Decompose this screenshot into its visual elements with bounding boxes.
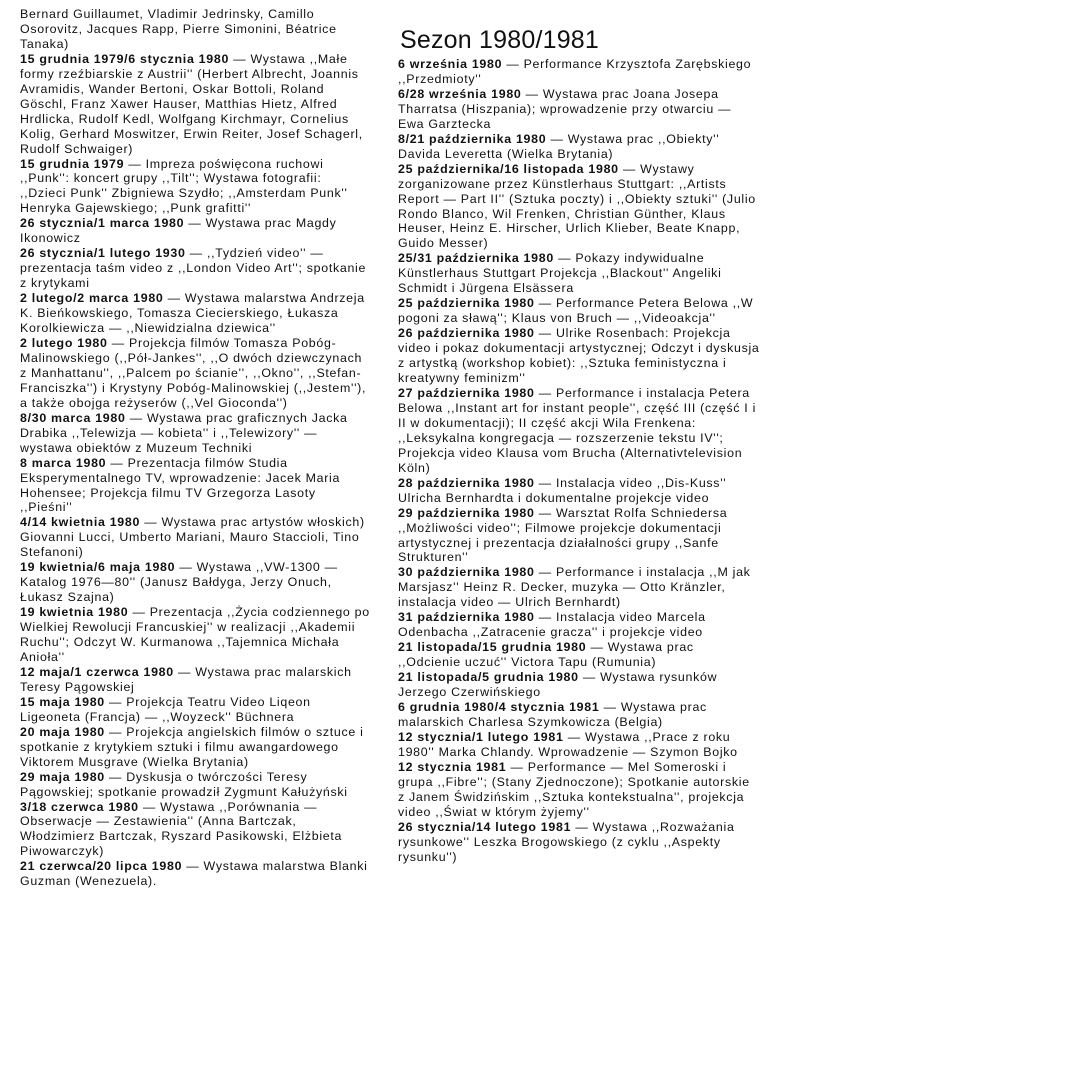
entry-date: 8 marca 1980 bbox=[20, 455, 107, 470]
calendar-entry: 26 stycznia/14 lutego 1981 — Wystawa ,,Rozważania rysunkowe'' Leszka Brogowskiego (z cyklu ,,Aspekty rysunku'') bbox=[398, 819, 735, 864]
entry-date: 15 grudnia 1979 bbox=[20, 156, 125, 171]
calendar-entry: 4/14 kwietnia 1980 — Wystawa prac artystów włoskich) Giovanni Lucci, Umberto Mariani, Mauro Staccioli, Tino Stefanoni) bbox=[20, 515, 365, 560]
calendar-entry: 29 października 1980 — Warsztat Rolfa Schniedersa ,,Możliwości video''; Filmowe projekcje dokumentacji artystycznej i prezentacja działalności grupy ,,Sanfe Strukturen'' bbox=[398, 505, 728, 565]
right-column bbox=[398, 57, 760, 864]
calendar-entry: 30 października 1980 — Performance i instalacja ,,M jak Marsjasz'' Heinz R. Decker, muzyka — Otto Kränzler, instalacja video — Ulrich Bernhardt) bbox=[398, 565, 751, 610]
entry-date: 15 grudnia 1979/6 stycznia 1980 bbox=[20, 51, 230, 66]
calendar-entry: 8 marca 1980 — Prezentacja filmów Studia Eksperymentalnego TV, wprowadzenie: Jacek Maria Hohensee; Projekcja filmu TV Grzegorza Lasoty ,,Pieśni'' bbox=[20, 455, 341, 515]
entry-date: 6/28 września 1980 bbox=[398, 86, 522, 101]
entry-text: Dyskusja o twórczości Teresy Pągowskiej; spotkanie prowadził Zygmunt Kałużyński bbox=[20, 769, 348, 799]
entry-text: Impreza poświęcona ruchowi ,,Punk'': koncert grupy ,,Tilt''; Wystawa fotografii: ,,Dzieci Punk'' Zbigniewa Szydło; ,,Amsterdam Punk'' Henryka Gajewskiego; ,,Punk grafitti'' bbox=[20, 156, 348, 216]
calendar-entry: 15 grudnia 1979/6 stycznia 1980 — Wystawa ,,Małe formy rzeźbiarskie z Austrii'' (Herbert Albrecht, Joannis Avramidis, Wander Bertoni, Oskar Bottoli, Roland Göschl, Franz Xawer Hauser, Matthias Hietz, Alfred Hrdlicka, Rudolf Kedl, Wolfgang Kirchmayr, Cornelius Kolig, Gerhard Moswitzer, Erwin Reiter, Josef Schagerl, Rudolf Schwaiger) bbox=[20, 51, 363, 156]
entry-date: 27 października 1980 bbox=[398, 385, 535, 400]
entry-text: Wystawa prac Magdy Ikonowicz bbox=[20, 216, 337, 246]
calendar-entry: 2 lutego/2 marca 1980 — Wystawa malarstwa Andrzeja K. Bieńkowskiego, Tomasza Ciecierskiego, Łukasza Korolkiewicza — ,,Niewidzialna dziewica'' bbox=[20, 291, 365, 336]
entry-text: Wystawa rysunków Jerzego Czerwińskiego bbox=[398, 670, 718, 700]
calendar-entry: 6 września 1980 — Performance Krzysztofa Zarębskiego ,,Przedmioty'' bbox=[398, 57, 752, 86]
entry-date: 4/14 kwietnia 1980 bbox=[20, 515, 141, 530]
entry-date: 25/31 października 1980 bbox=[398, 251, 554, 266]
entry-date: 12 stycznia 1981 bbox=[398, 759, 507, 774]
calendar-entry: 25 października 1980 — Performance Petera Belowa ,,W pogoni za sławą''; Klaus von Bruch — ,,Videoakcja'' bbox=[398, 296, 754, 326]
entry-text: Wystawa ,,VW-1300 — Katalog 1976—80'' (Janusz Bałdyga, Jerzy Onuch, Łukasz Szajna) bbox=[20, 560, 338, 605]
entry-text: Wystawa malarstwa Blanki Guzman (Wenezuela). bbox=[20, 859, 368, 889]
calendar-entry: 12 stycznia 1981 — Performance — Mel Someroski i grupa ,,Fibre''; (Stany Zjednoczone); Spotkanie autorskie z Janem Świdzińskim ,,Sztuka kontekstualna'', projekcja video ,,Świat w którym żyjemy'' bbox=[398, 759, 750, 819]
entry-date: 26 stycznia/14 lutego 1981 bbox=[398, 819, 572, 834]
entry-text: Projekcja filmów Tomasza Pobóg-Malinowskiego (,,Pół-Jankes'', ,,O dwóch dziewczynach z Manhattanu'', ,,Palcem po ścianie'', ,,Okno'', ,,Stefan-Franciszka'') i Krystyny Pobóg-Malinowskiej (,,Jestem''), a także obojga reżyserów (,,Vel Gioconda'') bbox=[20, 335, 367, 410]
entry-date: 26 stycznia/1 lutego 1930 bbox=[20, 246, 186, 261]
entry-date: 25 października 1980 bbox=[398, 296, 535, 311]
entry-text: Performance i instalacja Petera Belowa ,,Instant art for instant people'', część III (część I i II w dokumentacji); II część akcji Wila Frenkena: ,,Leksykalna kongregacja — rozszerzenie tekstu IV''; Projekcja video Klausa vom Brucha (Alternativtelevision Köln) bbox=[398, 385, 757, 475]
entry-date: 25 października/16 listopada 1980 bbox=[398, 161, 619, 176]
entry-text: Projekcja Teatru Video Liqeon Ligeoneta (Francja) — ,,Woyzeck'' Büchnera bbox=[20, 694, 311, 724]
entry-date: 6 grudnia 1980/4 stycznia 1981 bbox=[398, 699, 600, 714]
left-column bbox=[20, 7, 370, 889]
calendar-entry: 12 maja/1 czerwca 1980 — Wystawa prac malarskich Teresy Pągowskiej bbox=[20, 664, 352, 694]
calendar-entry: 26 października 1980 — Ulrike Rosenbach: Projekcja video i pokaz dokumentacji artystycznej; Odczyt i dyskusja z artystką (workshop kobiet): ,,Sztuka feministyczna i kreatywny feminizm'' bbox=[398, 326, 760, 386]
calendar-entry: 29 maja 1980 — Dyskusja o twórczości Teresy Pągowskiej; spotkanie prowadził Zygmunt Kałużyński bbox=[20, 769, 348, 799]
entry-text: Wystawa ,,Prace z roku 1980'' Marka Chlandy. Wprowadzenie — Szymon Bojko bbox=[398, 729, 738, 759]
calendar-entry: 28 października 1980 — Instalacja video ,,Dis-Kuss'' Ulricha Bernhardta i dokumentalne projekcje video bbox=[398, 475, 727, 505]
entry-text: Wystawa ,,Małe formy rzeźbiarskie z Austrii'' (Herbert Albrecht, Joannis Avramidis, Wander Bertoni, Oskar Bottoli, Roland Göschl, Franz Xawer Hauser, Matthias Hietz, Alfred Hrdlicka, Rudolf Kedl, Wolfgang Kirchmayr, Cornelius Kolig, Gerhard Moswitzer, Erwin Reiter, Josef Schagerl, Rudolf Schwaiger) bbox=[20, 51, 363, 156]
calendar-entry: 20 maja 1980 — Projekcja angielskich filmów o sztuce i spotkanie z krytykiem sztuki i filmu awangardowego Viktorem Musgrave (Wielka Brytania) bbox=[20, 724, 364, 769]
page-title: Sezon 1980/1981 bbox=[400, 25, 600, 54]
entry-text: ,,Tydzień video'' — prezentacja taśm video z ,,London Video Art''; spotkanie z krytykami bbox=[20, 246, 367, 291]
entry-text: Performance Petera Belowa ,,W pogoni za sławą''; Klaus von Bruch — ,,Videoakcja'' bbox=[398, 296, 754, 326]
entry-text: Instalacja video Marcela Odenbacha ,,Zatracenie gracza'' i projekcje video bbox=[398, 610, 706, 640]
entry-text: Wystawa prac ,,Obiekty'' Davida Leveretta (Wielka Brytania) bbox=[398, 131, 720, 161]
entry-text: Wystawy zorganizowane przez Künstlerhaus Stuttgart: ,,Artists Report — Part II'' (Sztuka poczty) i ,,Obiekty sztuki'' (Julio Rondo Blanco, Wil Frenken, Christian Günther, Klaus Heuser, Heinz E. Hirscher, Urlich Klieber, Beate Knapp, Guido Messer) bbox=[398, 161, 756, 251]
entry-text: Projekcja angielskich filmów o sztuce i spotkanie z krytykiem sztuki i filmu awangardowego Viktorem Musgrave (Wielka Brytania) bbox=[20, 724, 364, 769]
entry-date: 30 października 1980 bbox=[398, 565, 535, 580]
entry-text: Wystawa prac malarskich Charlesa Szymkowicza (Belgia) bbox=[398, 699, 707, 729]
calendar-entry: 25 października/16 listopada 1980 — Wystawy zorganizowane przez Künstlerhaus Stuttgart: ,,Artists Report — Part II'' (Sztuka poczty) i ,,Obiekty sztuki'' (Julio Rondo Blanco, Wil Frenken, Christian Günther, Klaus Heuser, Heinz E. Hirscher, Urlich Klieber, Beate Knapp, Guido Messer) bbox=[398, 161, 756, 251]
calendar-entry: 6/28 września 1980 — Wystawa prac Joana Josepa Tharratsa (Hiszpania); wprowadzenie przy otwarciu — Ewa Garztecka bbox=[398, 86, 732, 131]
calendar-entry: 15 grudnia 1979 — Impreza poświęcona ruchowi ,,Punk'': koncert grupy ,,Tilt''; Wystawa fotografii: ,,Dzieci Punk'' Zbigniewa Szydło; ,,Amsterdam Punk'' Henryka Gajewskiego; ,,Punk grafitti'' bbox=[20, 156, 348, 216]
entry-text: Performance — Mel Someroski i grupa ,,Fibre''; (Stany Zjednoczone); Spotkanie autorskie z Janem Świdzińskim ,,Sztuka kontekstualna'', projekcja video ,,Świat w którym żyjemy'' bbox=[398, 759, 750, 819]
entry-text: Performance i instalacja ,,M jak Marsjasz'' Heinz R. Decker, muzyka — Otto Kränzler, instalacja video — Ulrich Bernhardt) bbox=[398, 565, 751, 610]
entry-text: Wystawa prac artystów włoskich) Giovanni Lucci, Umberto Mariani, Mauro Staccioli, Tino Stefanoni) bbox=[20, 515, 365, 560]
entry-date: 2 lutego/2 marca 1980 bbox=[20, 291, 164, 306]
entry-text: Bernard Guillaumet, Vladimir Jedrinsky, Camillo Osorovitz, Jacques Rapp, Pierre Simonini, Béatrice Tanaka) bbox=[20, 7, 337, 51]
entry-text: Wystawa prac ,,Odcienie uczuć'' Victora Tapu (Rumunia) bbox=[398, 640, 694, 670]
entry-text: Wystawa ,,Rozważania rysunkowe'' Leszka Brogowskiego (z cyklu ,,Aspekty rysunku'') bbox=[398, 819, 735, 864]
calendar-entry: 19 kwietnia/6 maja 1980 — Wystawa ,,VW-1300 — Katalog 1976—80'' (Janusz Bałdyga, Jerzy Onuch, Łukasz Szajna) bbox=[20, 560, 338, 605]
calendar-entry: 12 stycznia/1 lutego 1981 — Wystawa ,,Prace z roku 1980'' Marka Chlandy. Wprowadzenie — Szymon Bojko bbox=[398, 729, 738, 759]
entry-text: Pokazy indywidualne Künstlerhaus Stuttgart Projekcja ,,Blackout'' Angeliki Schmidt i Jürgena Elsässera bbox=[398, 251, 722, 296]
entry-date: 21 listopada/5 grudnia 1980 bbox=[398, 670, 579, 685]
entry-date: 12 stycznia/1 lutego 1981 bbox=[398, 729, 564, 744]
calendar-entry: 21 listopada/15 grudnia 1980 — Wystawa prac ,,Odcienie uczuć'' Victora Tapu (Rumunia) bbox=[398, 640, 694, 670]
calendar-entry: 6 grudnia 1980/4 stycznia 1981 — Wystawa prac malarskich Charlesa Szymkowicza (Belgia) bbox=[398, 699, 707, 729]
entry-date: 3/18 czerwca 1980 bbox=[20, 799, 139, 814]
entry-text: Prezentacja filmów Studia Eksperymentalnego TV, wprowadzenie: Jacek Maria Hohensee; Projekcja filmu TV Grzegorza Lasoty ,,Pieśni'' bbox=[20, 455, 341, 515]
calendar-entry: 3/18 czerwca 1980 — Wystawa ,,Porównania — Obserwacje — Zestawienia'' (Anna Bartczak, Włodzimierz Bartczak, Ryszard Pasikowski, Elżbieta Piwowarczyk) bbox=[20, 799, 343, 859]
entry-date: 12 maja/1 czerwca 1980 bbox=[20, 664, 174, 679]
entry-text: Wystawa malarstwa Andrzeja K. Bieńkowskiego, Tomasza Ciecierskiego, Łukasza Korolkiewicza — ,,Niewidzialna dziewica'' bbox=[20, 291, 365, 336]
entry-text: Performance Krzysztofa Zarębskiego ,,Przedmioty'' bbox=[398, 57, 752, 86]
entry-date: 8/21 października 1980 bbox=[398, 131, 547, 146]
entry-date: 15 maja 1980 bbox=[20, 694, 105, 709]
entry-date: 20 maja 1980 bbox=[20, 724, 105, 739]
entry-date: 26 października 1980 bbox=[398, 326, 535, 341]
entry-text: Wystawa prac graficznych Jacka Drabika ,,Telewizja — kobieta'' i ,,Telewizory'' — wystawa obiektów z Muzeum Techniki bbox=[20, 410, 348, 455]
entry-date: 2 lutego 1980 bbox=[20, 335, 108, 350]
entry-date: 19 kwietnia 1980 bbox=[20, 605, 129, 620]
entry-date: 31 października 1980 bbox=[398, 610, 535, 625]
calendar-entry: 25/31 października 1980 — Pokazy indywidualne Künstlerhaus Stuttgart Projekcja ,,Blackout'' Angeliki Schmidt i Jürgena Elsässera bbox=[398, 251, 722, 296]
entry-date: 21 czerwca/20 lipca 1980 bbox=[20, 859, 183, 874]
entry-date: 28 października 1980 bbox=[398, 475, 535, 490]
calendar-entry: 2 lutego 1980 — Projekcja filmów Tomasza Pobóg-Malinowskiego (,,Pół-Jankes'', ,,O dwóch dziewczynach z Manhattanu'', ,,Palcem po ścianie'', ,,Okno'', ,,Stefan-Franciszka'') i Krystyny Pobóg-Malinowskiej (,,Jestem''), a także obojga reżyserów (,,Vel Gioconda'') bbox=[20, 335, 367, 410]
entry-text: Ulrike Rosenbach: Projekcja video i pokaz dokumentacji artystycznej; Odczyt i dyskusja z artystką (workshop kobiet): ,,Sztuka feministyczna i kreatywny feminizm'' bbox=[398, 326, 760, 386]
entry-text: Wystawa prac Joana Josepa Tharratsa (Hiszpania); wprowadzenie przy otwarciu — Ewa Garztecka bbox=[398, 86, 732, 131]
calendar-entry: 26 stycznia/1 marca 1980 — Wystawa prac Magdy Ikonowicz bbox=[20, 216, 337, 246]
entry-date: 19 kwietnia/6 maja 1980 bbox=[20, 560, 176, 575]
calendar-entry: 8/30 marca 1980 — Wystawa prac graficznych Jacka Drabika ,,Telewizja — kobieta'' i ,,Telewizory'' — wystawa obiektów z Muzeum Techniki bbox=[20, 410, 348, 455]
entry-text: Wystawa prac malarskich Teresy Pągowskiej bbox=[20, 664, 352, 694]
calendar-entry: 15 maja 1980 — Projekcja Teatru Video Liqeon Ligeoneta (Francja) — ,,Woyzeck'' Büchnera bbox=[20, 694, 311, 724]
calendar-entry: 21 czerwca/20 lipca 1980 — Wystawa malarstwa Blanki Guzman (Wenezuela). bbox=[20, 859, 368, 889]
entry-date: 26 stycznia/1 marca 1980 bbox=[20, 216, 185, 231]
entry-date: 29 maja 1980 bbox=[20, 769, 105, 784]
entry-text: Instalacja video ,,Dis-Kuss'' Ulricha Bernhardta i dokumentalne projekcje video bbox=[398, 475, 727, 505]
calendar-entry bbox=[20, 7, 370, 52]
entry-date: 29 października 1980 bbox=[398, 505, 535, 520]
entry-text: Warsztat Rolfa Schniedersa ,,Możliwości video''; Filmowe projekcje dokumentacji artystycznej i prezentacja działalności grupy ,,Sanfe Strukturen'' bbox=[398, 505, 728, 565]
entry-date: 21 listopada/15 grudnia 1980 bbox=[398, 640, 587, 655]
calendar-entry: 21 listopada/5 grudnia 1980 — Wystawa rysunków Jerzego Czerwińskiego bbox=[398, 670, 718, 700]
calendar-entry: 19 kwietnia 1980 — Prezentacja ,,Życia codziennego po Wielkiej Rewolucji Francuskiej'' w realizacji ,,Akademii Ruchu''; Odczyt W. Kurmanowa ,,Tajemnica Michała Anioła'' bbox=[20, 605, 370, 664]
calendar-entry: 26 stycznia/1 lutego 1930 — ,,Tydzień video'' — prezentacja taśm video z ,,London Video Art''; spotkanie z krytykami bbox=[20, 246, 367, 291]
entry-date: 6 września 1980 bbox=[398, 57, 503, 71]
entry-text: Prezentacja ,,Życia codziennego po Wielkiej Rewolucji Francuskiej'' w realizacji ,,Akademii Ruchu''; Odczyt W. Kurmanowa ,,Tajemnica Michała Anioła'' bbox=[20, 605, 370, 664]
entry-text: Wystawa ,,Porównania — Obserwacje — Zestawienia'' (Anna Bartczak, Włodzimierz Bartczak, Ryszard Pasikowski, Elżbieta Piwowarczyk) bbox=[20, 799, 343, 859]
entry-date: 8/30 marca 1980 bbox=[20, 410, 126, 425]
calendar-entry: 8/21 października 1980 — Wystawa prac ,,Obiekty'' Davida Leveretta (Wielka Brytania) bbox=[398, 131, 720, 161]
calendar-entry: 31 października 1980 — Instalacja video Marcela Odenbacha ,,Zatracenie gracza'' i projekcje video bbox=[398, 610, 706, 640]
calendar-entry: 27 października 1980 — Performance i instalacja Petera Belowa ,,Instant art for instant people'', część III (część I i II w dokumentacji); II część akcji Wila Frenkena: ,,Leksykalna kongregacja — rozszerzenie tekstu IV''; Projekcja video Klausa vom Brucha (Alternativtelevision Köln) bbox=[398, 385, 757, 475]
